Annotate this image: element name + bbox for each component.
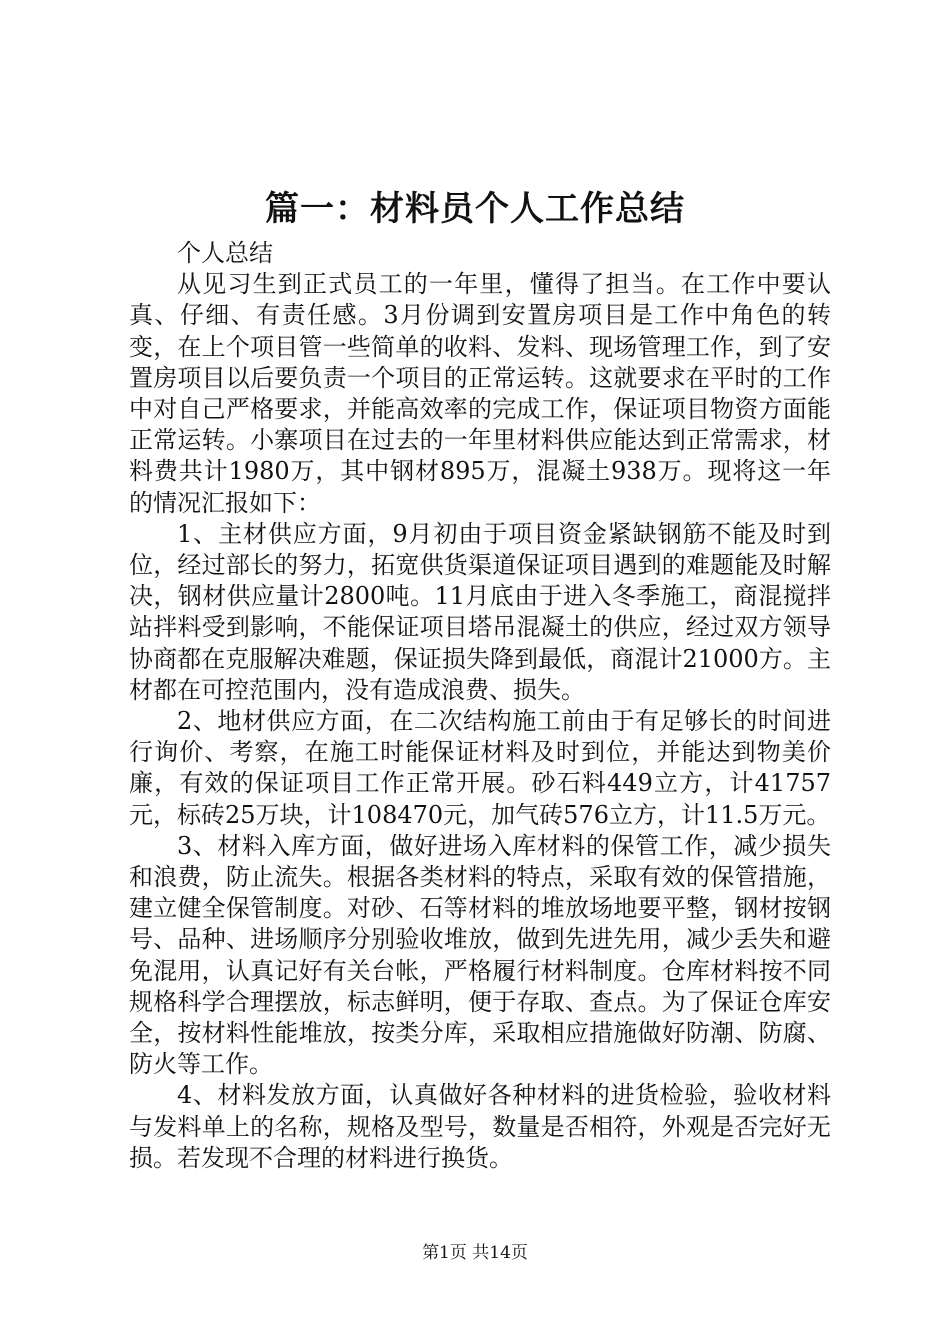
paragraph-warehousing: 3、材料入库方面，做好进场入库材料的保管工作，减少损失和浪费，防止流失。根据各类材料的特点，采取有效的保管措施，建立健全保管制度。对砂、石等材料的堆放场地要平整，钢材按钢号、品种、进场顺序分别验收堆放，做到先进先用，减少丢失和避免混用，认真记好有关台帐，严格履行材料制度。仓库材料按不同规格科学合理摆放，标志鲜明，便于存取、查点。为了保证仓库安全，按材料性能堆放，按类分库，采取相应措施做好防潮、防腐、防火等工作。 — [129, 831, 831, 1079]
paragraph-local-materials: 2、地材供应方面，在二次结构施工前由于有足够长的时间进行询价、考察，在施工时能保证材料及时到位，并能达到物美价廉，有效的保证项目工作正常开展。砂石料449立方，计41757元，标砖25万块，计108470元，加气砖576立方，计11.5万元。 — [129, 707, 831, 829]
document-body — [129, 238, 831, 1174]
paragraph-distribution: 4、材料发放方面，认真做好各种材料的进货检验，验收材料与发料单上的名称，规格及型号，数量是否相符，外观是否完好无损。若发现不合理的材料进行换货。 — [129, 1081, 831, 1172]
paragraph-main-materials: 1、主材供应方面，9月初由于项目资金紧缺钢筋不能及时到位，经过部长的努力，拓宽供货渠道保证项目遇到的难题能及时解决，钢材供应量计2800吨。11月底由于进入冬季施工，商混搅拌站拌料受到影响，不能保证项目塔吊混凝土的供应，经过双方领导协商都在克服解决难题，保证损失降到最低，商混计21000方。主材都在可控范围内，没有造成浪费、损失。 — [129, 519, 831, 704]
paragraph-intro: 从见习生到正式员工的一年里，懂得了担当。在工作中要认真、仔细、有责任感。3月份调到安置房项目是工作中角色的转变，在上个项目管一些简单的收料、发料、现场管理工作，到了安置房项目以后要负责一个项目的正常运转。这就要求在平时的工作中对自己严格要求，并能高效率的完成工作，保证项目物资方面能正常运转。小寨项目在过去的一年里材料供应能达到正常需求，材料费共计1980万，其中钢材895万，混凝土938万。现将这一年的情况汇报如下： — [129, 270, 831, 517]
document-title: 篇一：材料员个人工作总结 — [265, 189, 685, 229]
section-subheading: 个人总结 — [177, 239, 273, 267]
page-footer: 第1页 共14页 — [422, 1243, 528, 1263]
